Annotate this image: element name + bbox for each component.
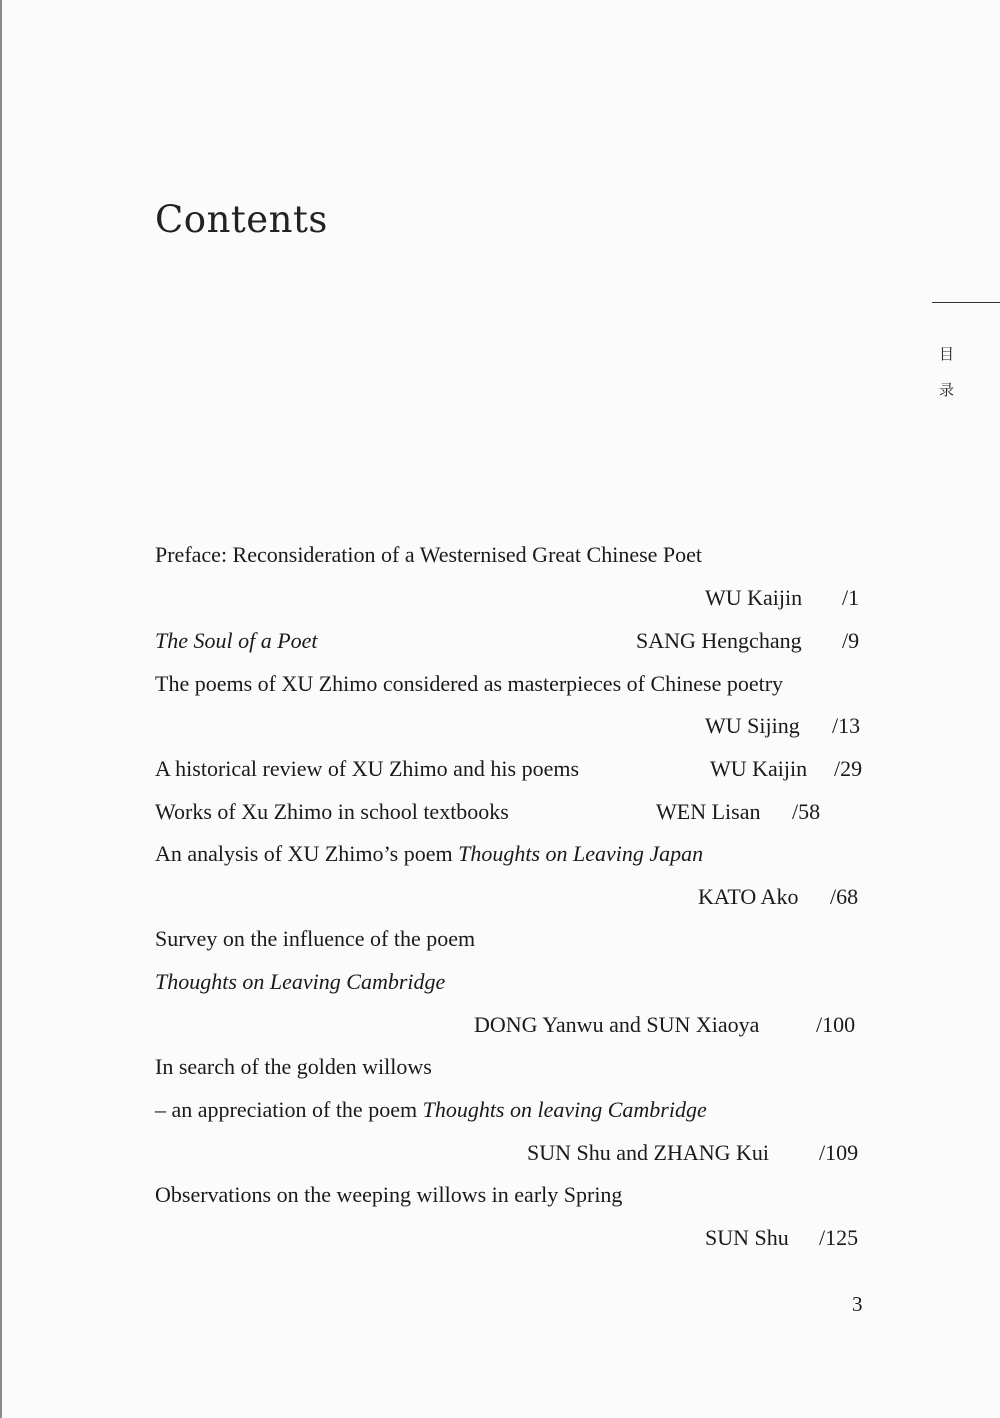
toc-entry-title [155, 1097, 707, 1123]
toc-entry-title: A historical review of XU Zhimo and his poems [155, 756, 580, 781]
toc-entry-page: /68 [830, 884, 859, 909]
side-tab-char-2: 录 [939, 381, 955, 399]
page-title: Contents [155, 198, 328, 241]
toc-entry-page: /29 [834, 756, 863, 781]
toc-entry-author: WU Sijing [705, 713, 800, 738]
toc-entry-title: Observations on the weeping willows in early Spring [155, 1182, 623, 1207]
toc-entry-text: – an appreciation of the poem [155, 1097, 423, 1122]
toc-entry-author: DONG Yanwu and SUN Xiaoya [474, 1012, 760, 1037]
toc-entry-text: An analysis of XU Zhimo’s poem [155, 841, 459, 866]
side-tab-char-1: 目 [939, 345, 955, 363]
page-number: 3 [852, 1292, 863, 1316]
toc-entry-page: /9 [842, 628, 860, 653]
toc-entry-page: /58 [792, 799, 821, 824]
toc-entry-italic-title: Thoughts on Leaving Japan [458, 841, 704, 866]
toc-entry-page: /109 [819, 1140, 859, 1165]
toc-entry-author: WEN Lisan [656, 799, 761, 824]
toc-entry-author: SANG Hengchang [636, 628, 802, 653]
toc-entry-italic-title: Thoughts on leaving Cambridge [422, 1097, 707, 1122]
toc-entry-title: Survey on the influence of the poem [155, 926, 476, 951]
toc-entry-author: SUN Shu and ZHANG Kui [527, 1140, 769, 1165]
toc-entry-page: /1 [842, 585, 860, 610]
toc-entry-author: SUN Shu [705, 1225, 789, 1250]
toc-entry-title: Works of Xu Zhimo in school textbooks [155, 799, 509, 824]
toc-entry-author: WU Kaijin [705, 585, 803, 610]
toc-entry-author: WU Kaijin [710, 756, 808, 781]
toc-entry-title: The poems of XU Zhimo considered as masterpieces of Chinese poetry [155, 671, 784, 696]
toc-entry-page: /125 [819, 1225, 859, 1250]
toc-entry-title [155, 841, 703, 867]
side-tab-rule [932, 302, 1000, 303]
toc-entry-title: The Soul of a Poet [155, 628, 318, 653]
toc-entry-italic-title: Thoughts on Leaving Cambridge [155, 969, 446, 994]
toc-entry-page: /13 [832, 713, 861, 738]
toc-entry-page: /100 [816, 1012, 856, 1037]
toc-entry-title: In search of the golden willows [155, 1054, 432, 1079]
toc-entry-author: KATO Ako [698, 884, 799, 909]
toc-entry-title: Preface: Reconsideration of a Westernised Great Chinese Poet [155, 542, 703, 567]
page-left-edge [0, 0, 2, 1418]
